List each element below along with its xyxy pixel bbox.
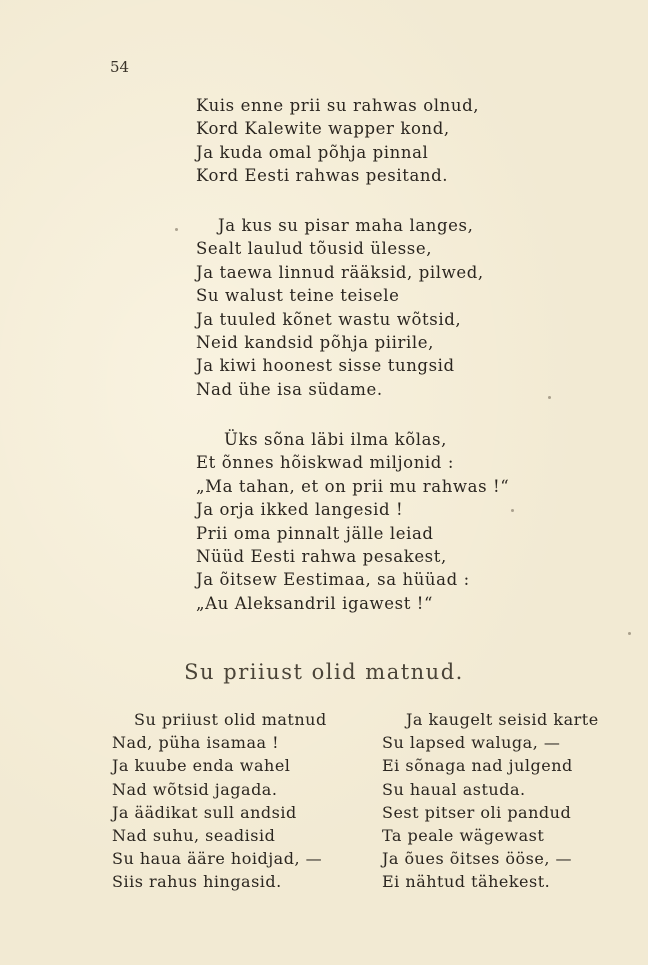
poem-line: Kord Eesti rahwas pesitand. (196, 166, 449, 186)
poem-line: Nad, püha isamaa ! (112, 733, 280, 753)
paper-speck (175, 228, 178, 231)
poem-stanza-1 (196, 94, 479, 188)
poem-line: Nad suhu, seadisid (112, 825, 276, 845)
poem-line: Üks sõna läbi ilma kõlas, (224, 430, 447, 449)
paper-speck (628, 632, 631, 635)
section-title: Su priiust olid matnud. (184, 660, 464, 684)
poem-line: Ja õitsew Eestimaa, sa hüüad : (196, 570, 470, 590)
poem-line: Ja kus su pisar maha langes, (218, 216, 474, 235)
poem-column-right (382, 708, 599, 894)
page-number: 54 (110, 58, 130, 76)
poem-column-left (112, 708, 327, 894)
paper-speck (548, 396, 551, 399)
poem-line: Siis rahus hingasid. (112, 872, 282, 892)
poem-line: Ja õues õitses ööse, — (382, 849, 573, 869)
poem-line: Ja kuube enda wahel (112, 756, 291, 776)
poem-line: Su haual astuda. (382, 779, 526, 799)
poem-line: Prii oma pinnalt jälle leiad (196, 523, 434, 543)
poem-line: Neid kandsid põhja piirile, (196, 332, 434, 352)
poem-line: Ja orja ikked langesid ! (196, 500, 404, 520)
poem-line: Sest pitser oli pandud (382, 802, 572, 822)
poem-line: „Au Aleksandril igawest !“ (196, 593, 434, 613)
poem-line: Nad wõtsid jagada. (112, 779, 278, 799)
poem-line: Ja taewa linnud rääksid, pilwed, (196, 262, 484, 282)
poem-line: Ja kiwi hoonest sisse tungsid (196, 356, 455, 376)
poem-line: Kuis enne prii su rahwas olnud, (196, 96, 480, 115)
poem-line: Et õnnes hõiskwad miljonid : (196, 453, 454, 473)
poem-line: Ja tuuled kõnet wastu wõtsid, (196, 309, 462, 329)
poem-line: Ja kaugelt seisid karte (406, 710, 599, 729)
poem-line: „Ma tahan, et on prii mu rahwas !“ (196, 476, 510, 496)
poem-line: Ei nähtud tähekest. (382, 872, 551, 892)
poem-line: Nad ühe isa südame. (196, 379, 383, 399)
poem-line: Kord Kalewite wapper kond, (196, 119, 450, 139)
poem-line: Su walust teine teisele (196, 286, 400, 306)
poem-line: Ta peale wägewast (382, 825, 545, 845)
poem-line: Su haua ääre hoidjad, — (112, 849, 323, 869)
poem-line: Ja kuda omal põhja pinnal (196, 142, 429, 162)
poem-stanza-3 (196, 428, 509, 615)
poem-line: Nüüd Eesti rahwa pesakest, (196, 546, 447, 566)
poem-line: Su priiust olid matnud (134, 710, 327, 729)
poem-line: Ei sõnaga nad julgend (382, 756, 573, 776)
poem-line: Ja äädikat sull andsid (112, 802, 297, 822)
poem-stanza-2 (196, 214, 484, 401)
paper-speck (511, 509, 514, 512)
poem-line: Sealt laulud tõusid ülesse, (196, 239, 433, 259)
poem-line: Su lapsed waluga, — (382, 733, 561, 753)
